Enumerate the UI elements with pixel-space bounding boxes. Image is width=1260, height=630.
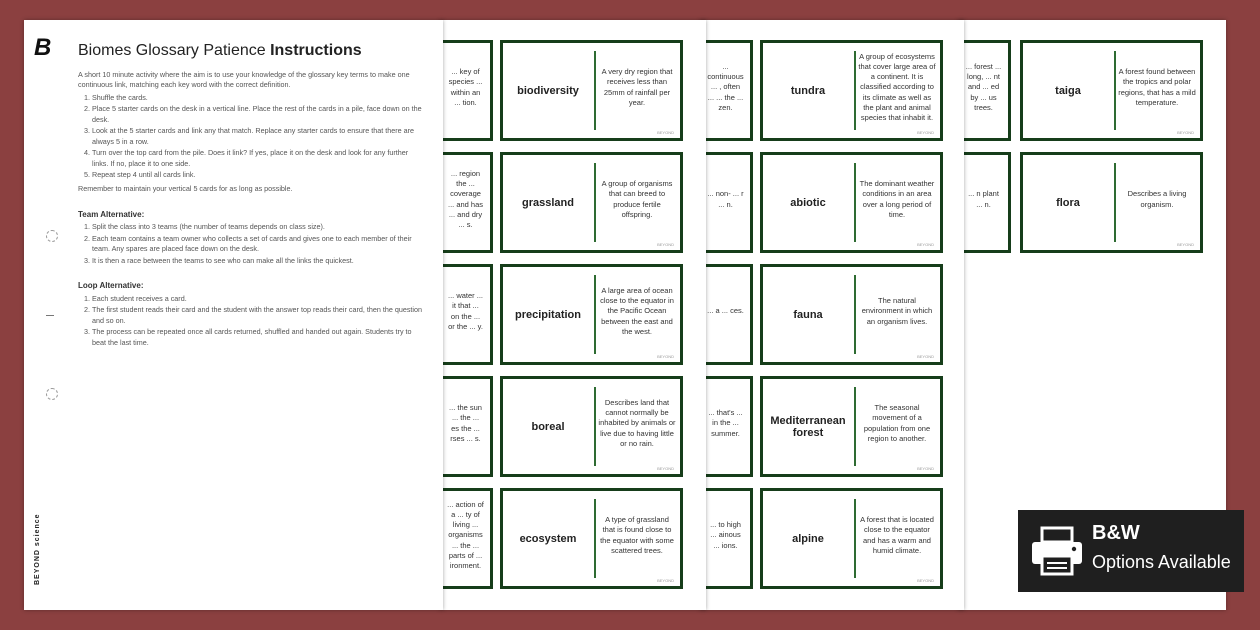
reminder-text: Remember to maintain your vertical 5 cards for as long as possible. bbox=[78, 184, 293, 194]
intro-text: A short 10 minute activity where the aim is to use your knowledge of the glossary key terms to make one continuous link, matching each key word with the correct definition. bbox=[78, 70, 410, 90]
list-item: 2. Place 5 starter cards on the desk in a vertical line. Place the rest of the cards in a pile, face down on the desk. bbox=[92, 104, 426, 125]
card-mark: BEYOND bbox=[917, 354, 934, 359]
list-item: 3. Look at the 5 starter cards and link any that match. Replace any starter cards to ensure that there are always 5 in a row. bbox=[92, 126, 426, 147]
glossary-card bbox=[760, 40, 943, 141]
card-definition: A large area of ocean close to the equator in the Pacific Ocean between the east and the west. bbox=[600, 286, 674, 336]
card-definition: Describes a living organism. bbox=[1127, 189, 1187, 209]
loop-steps-list bbox=[78, 294, 426, 348]
brand-logo: B bbox=[34, 34, 52, 61]
card-definition: A very dry region that receives less than 25mm of rainfall per year. bbox=[601, 67, 673, 107]
glossary-card bbox=[760, 376, 943, 477]
card-term: ecosystem bbox=[519, 532, 577, 545]
partial-card: ... n plant ... n. bbox=[958, 152, 1011, 253]
card-mark: BEYOND bbox=[917, 466, 934, 471]
card-definition: A group of ecosystems that cover large area of a continent. It is classified according to its climate as well as the plant and animal species that inhabit it. bbox=[858, 52, 936, 122]
instructions-body bbox=[78, 70, 426, 352]
team-heading: Team Alternative: bbox=[78, 209, 145, 219]
partial-card: ... water ... it that ... on the ... or the ... y. bbox=[440, 264, 493, 365]
glossary-card bbox=[1020, 152, 1203, 253]
card-term: alpine bbox=[792, 532, 824, 545]
badge-subtitle: Options Available bbox=[1092, 552, 1231, 572]
card-definition: A forest found between the tropics and polar regions, that has a mild temperature. bbox=[1118, 67, 1196, 107]
card-mark: BEYOND bbox=[657, 578, 674, 583]
glossary-card bbox=[1020, 40, 1203, 141]
glossary-card bbox=[500, 152, 683, 253]
partial-card: ... non- ... r ... n. bbox=[700, 152, 753, 253]
glossary-card bbox=[500, 40, 683, 141]
partial-card: ... action of a ... ty of living ... organisms ... the ... parts of ... ironment. bbox=[440, 488, 493, 589]
card-mark: BEYOND bbox=[917, 578, 934, 583]
team-steps-list bbox=[78, 222, 426, 266]
card-term: tundra bbox=[790, 84, 826, 97]
card-mark: BEYOND bbox=[657, 130, 674, 135]
instructions-page bbox=[24, 20, 443, 610]
list-item: 5. Repeat step 4 until all cards link. bbox=[92, 170, 426, 180]
partial-card: ... that's ... in the ... summer. bbox=[700, 376, 753, 477]
worksheet-page-3 bbox=[700, 20, 964, 610]
glossary-card bbox=[760, 488, 943, 589]
bw-options-badge bbox=[1018, 510, 1244, 592]
card-definition: The seasonal movement of a population from one region to another. bbox=[863, 403, 931, 443]
card-mark: BEYOND bbox=[1177, 242, 1194, 247]
card-term: fauna bbox=[793, 308, 823, 321]
card-mark: BEYOND bbox=[917, 242, 934, 247]
card-mark: BEYOND bbox=[1177, 130, 1194, 135]
brand-vertical-text: BEYOND science bbox=[34, 513, 41, 585]
card-term: boreal bbox=[531, 420, 565, 433]
list-item: 3. It is then a race between the teams to see who can make all the links the quickest. bbox=[92, 256, 426, 266]
partial-card: ... the sun ... the ... es the ... rses ... s. bbox=[440, 376, 493, 477]
card-definition: A forest that is located close to the equator and has a warm and humid climate. bbox=[860, 515, 934, 555]
glossary-card bbox=[500, 488, 683, 589]
card-definition: Describes land that cannot normally be inhabited by animals or live due to having little or no rain. bbox=[598, 398, 676, 448]
list-item: 3. The process can be repeated once all cards returned, shuffled and handed out again. Students try to beat the last time. bbox=[92, 327, 426, 348]
partial-card: ... region the ... coverage ... and has ... and dry ... s. bbox=[440, 152, 493, 253]
glossary-card bbox=[500, 376, 683, 477]
card-term: biodiversity bbox=[517, 84, 579, 97]
partial-card: ... continuous ... , often ... ... the ... zen. bbox=[700, 40, 753, 141]
card-definition: A type of grassland that is found close to the equator with some scattered trees. bbox=[600, 515, 674, 555]
fold-mark-icon bbox=[46, 315, 54, 316]
card-term: abiotic bbox=[790, 196, 826, 209]
glossary-card bbox=[760, 264, 943, 365]
card-definition: The dominant weather conditions in an area over a long period of time. bbox=[859, 179, 935, 219]
glossary-card bbox=[760, 152, 943, 253]
list-item: 1. Shuffle the cards. bbox=[92, 93, 426, 103]
list-item: 2. The first student reads their card and the student with the answer top reads their card, then the question and so on. bbox=[92, 305, 426, 326]
list-item: 4. Turn over the top card from the pile. Does it link? If yes, place it on the desk and look for any further links. If no, place it to one side. bbox=[92, 148, 426, 169]
badge-title: B&W bbox=[1092, 522, 1140, 544]
card-term: grassland bbox=[522, 196, 574, 209]
card-mark: BEYOND bbox=[917, 130, 934, 135]
partial-card: ... key of species ... within an ... tion. bbox=[440, 40, 493, 141]
printer-icon bbox=[1030, 526, 1084, 576]
list-item: 1. Split the class into 3 teams (the number of teams depends on class size). bbox=[92, 222, 426, 232]
steps-list bbox=[78, 93, 426, 181]
hole-punch-icon bbox=[46, 230, 58, 242]
page-title: Biomes Glossary Patience Instructions bbox=[78, 42, 362, 59]
card-mark: BEYOND bbox=[657, 242, 674, 247]
loop-heading: Loop Alternative: bbox=[78, 281, 144, 291]
card-mark: BEYOND bbox=[657, 466, 674, 471]
card-term: flora bbox=[1056, 196, 1080, 209]
partial-card: ... to high ... ainous ... ions. bbox=[700, 488, 753, 589]
card-definition: The natural environment in which an organism lives. bbox=[861, 296, 933, 326]
list-item: 1. Each student receives a card. bbox=[92, 294, 426, 304]
partial-card: ... a ... ces. bbox=[700, 264, 753, 365]
worksheet-page-2 bbox=[440, 20, 706, 610]
card-definition: A group of organisms that can breed to produce fertile offspring. bbox=[601, 179, 673, 219]
card-term: Mediterranean forest bbox=[770, 414, 846, 439]
card-term: taiga bbox=[1055, 84, 1081, 97]
list-item: 2. Each team contains a team owner who collects a set of cards and gives one to each member of their team. Any spares are placed face down on the desk. bbox=[92, 234, 426, 255]
card-term: precipitation bbox=[514, 308, 581, 321]
partial-card: ... forest ... long, ... nt and ... ed by ... us trees. bbox=[958, 40, 1011, 141]
hole-punch-icon bbox=[46, 388, 58, 400]
glossary-card bbox=[500, 264, 683, 365]
card-mark: BEYOND bbox=[657, 354, 674, 359]
